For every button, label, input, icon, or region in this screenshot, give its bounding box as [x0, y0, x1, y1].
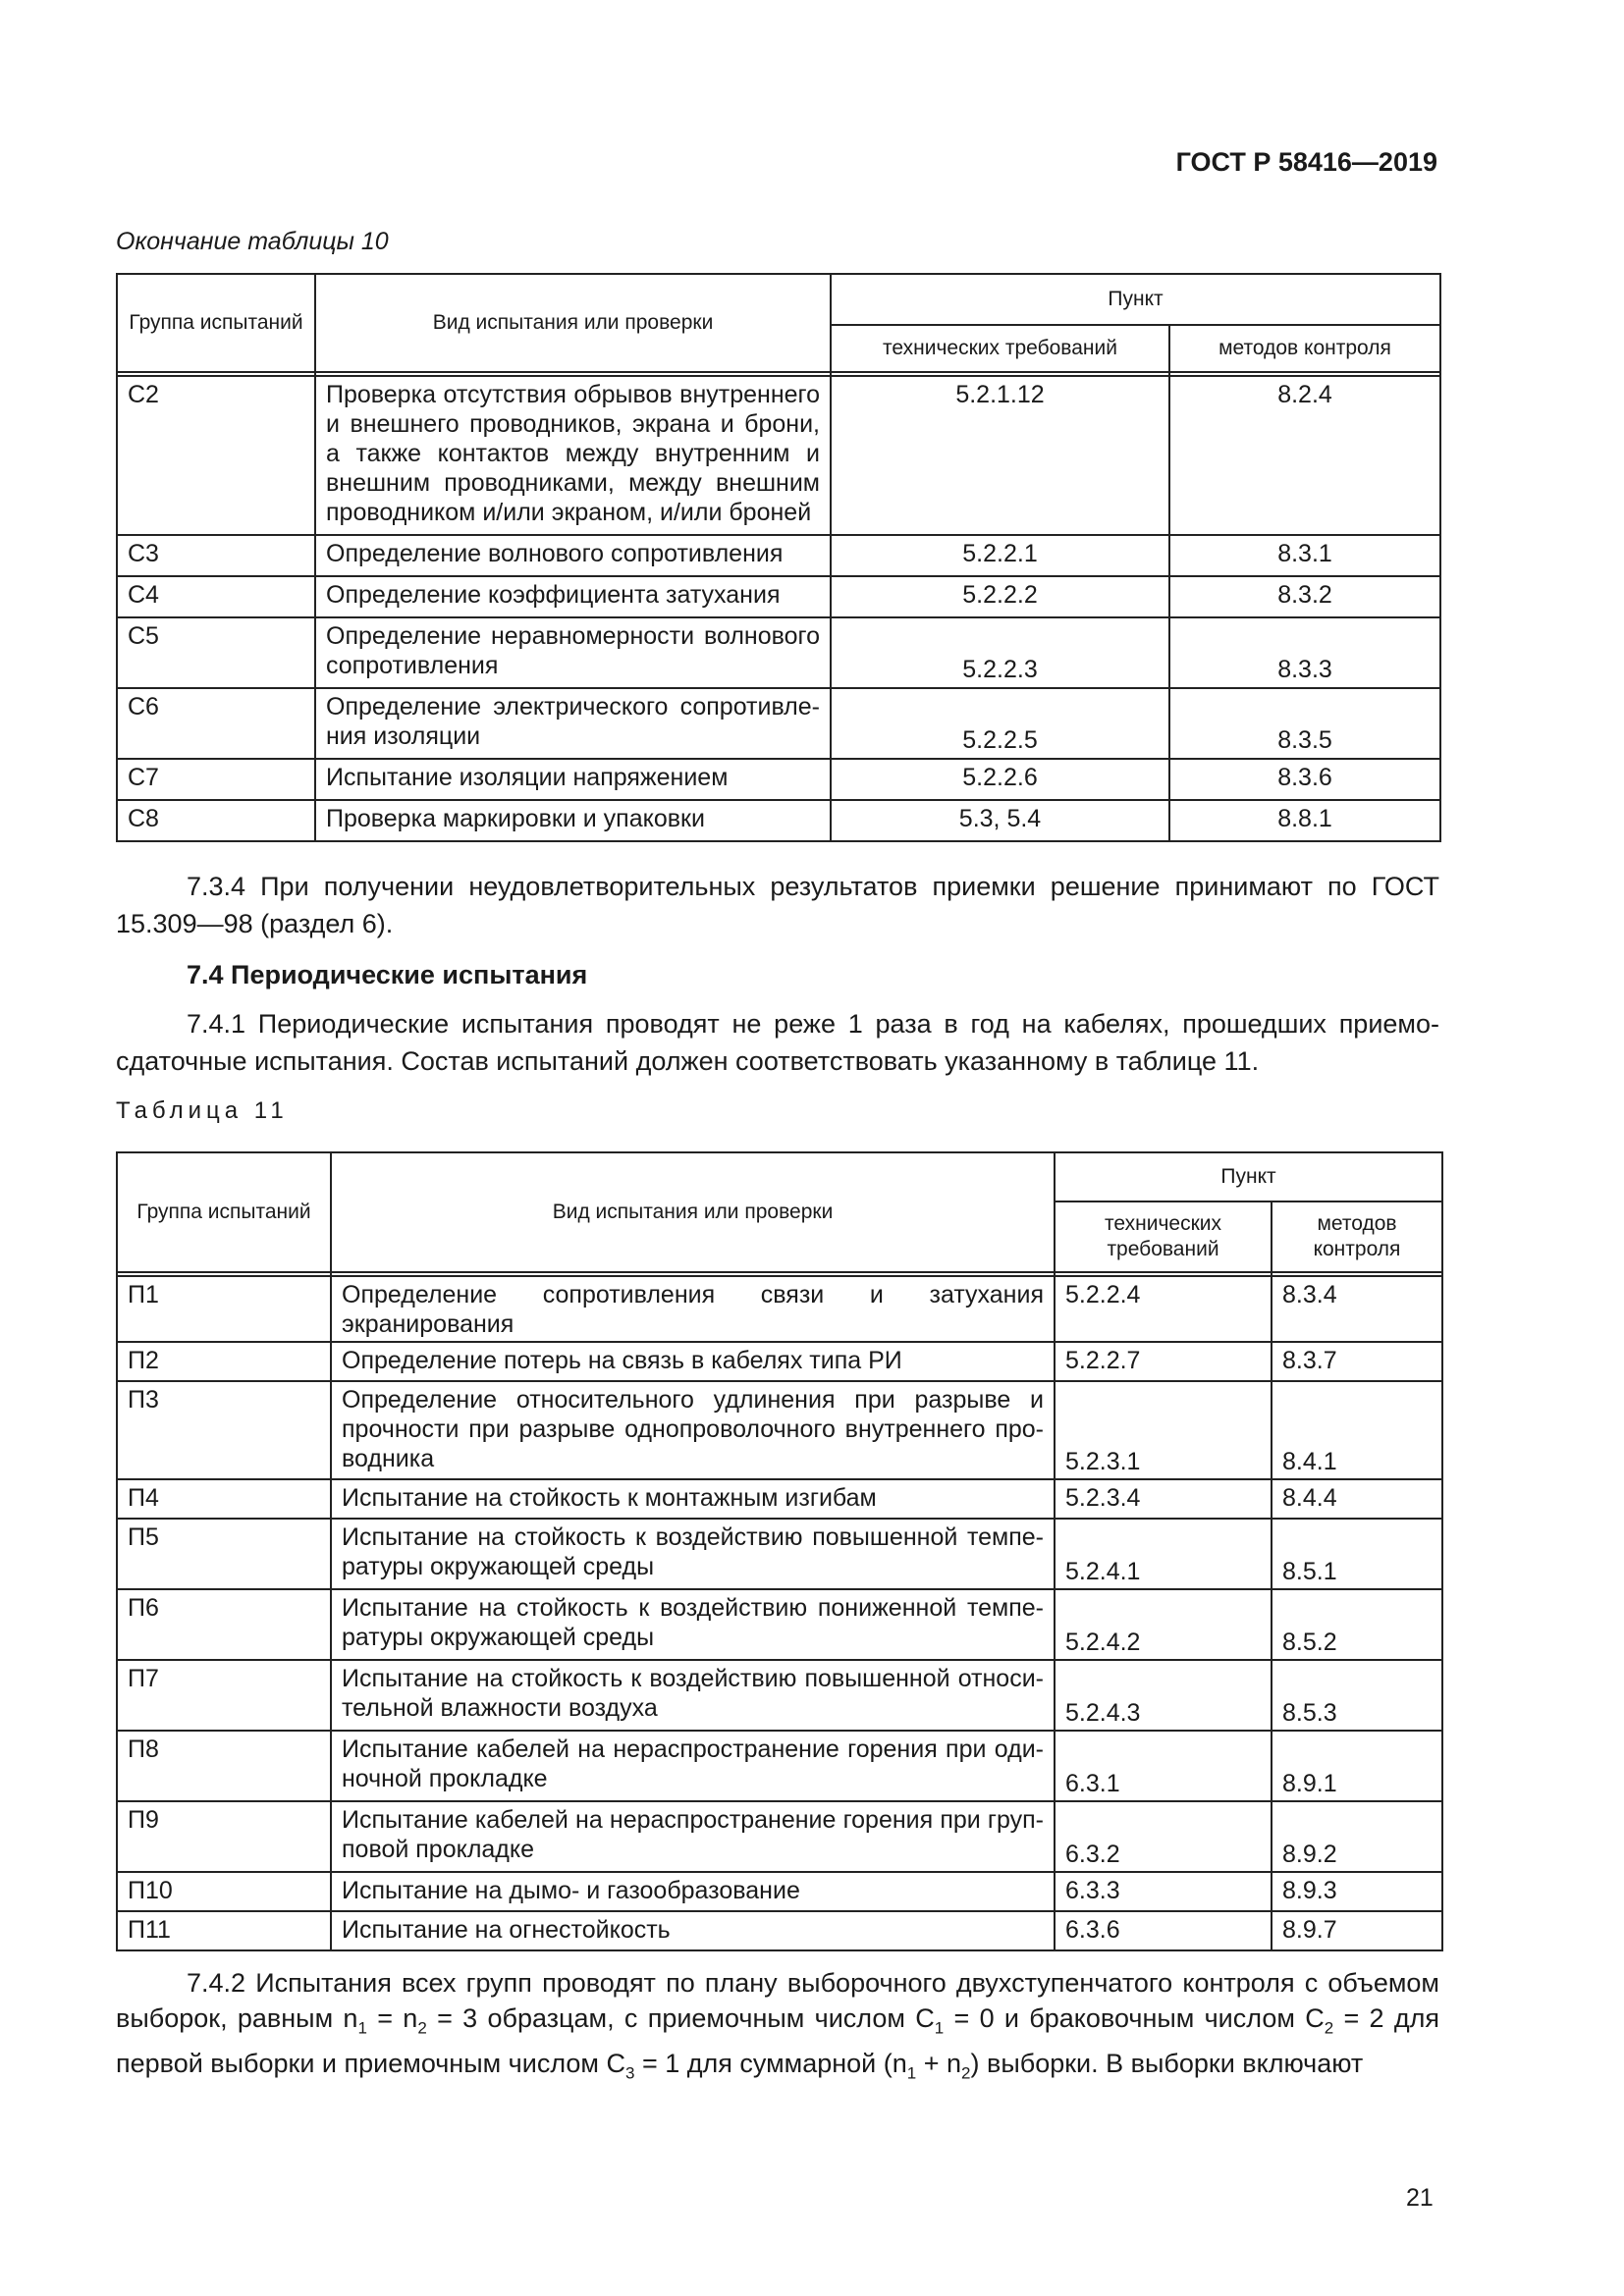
t11-group: П5	[117, 1519, 331, 1589]
table-row	[117, 1589, 1442, 1660]
t10-header-punkt: Пункт	[831, 274, 1440, 325]
t11-header-methods: методов контроля	[1272, 1201, 1442, 1272]
t11-test: Испытание на стойкость к воздействию повышенной относи-тельной влажности воздуха	[331, 1660, 1055, 1731]
t10-methods: 8.3.1	[1169, 535, 1440, 576]
t10-header-tech: технических требований	[831, 325, 1169, 372]
t10-test: Проверка маркировки и упаковки	[315, 800, 831, 841]
table-row	[117, 800, 1440, 841]
t11-header-punkt: Пункт	[1055, 1152, 1442, 1201]
t11-test: Испытание на стойкость к воздействию повышенной темпе-ратуры окружающей среды	[331, 1519, 1055, 1589]
t11-methods: 8.5.3	[1272, 1660, 1442, 1731]
t11-methods: 8.9.2	[1272, 1801, 1442, 1872]
t10-header-group: Группа испытаний	[117, 274, 315, 372]
table-row	[117, 617, 1440, 688]
t11-group: П2	[117, 1342, 331, 1381]
t11-methods: 8.3.7	[1272, 1342, 1442, 1381]
t10-header-test: Вид испытания или проверки	[315, 274, 831, 372]
table-row	[117, 688, 1440, 759]
t11-tech: 6.3.1	[1055, 1731, 1272, 1801]
section-heading-7-4: 7.4 Периодические испытания	[187, 960, 588, 989]
t11-methods: 8.9.1	[1272, 1731, 1442, 1801]
t11-header-tech: технических требований	[1055, 1201, 1272, 1272]
table-10	[116, 273, 1441, 842]
t11-tech: 5.2.4.1	[1055, 1519, 1272, 1589]
t11-group: П3	[117, 1381, 331, 1479]
t11-group: П6	[117, 1589, 331, 1660]
table11-caption: Таблица 11	[116, 1097, 289, 1124]
table-row	[117, 1519, 1442, 1589]
t10-test: Проверка отсутствия обрывов внутреннего и внешнего проводников, экрана и брони, а также контактов между внутренним и внешним проводниками, между внешним проводником и/или экраном, и/или броней	[315, 376, 831, 535]
t11-test: Определение потерь на связь в кабелях типа РИ	[331, 1342, 1055, 1381]
t10-test: Определение коэффициента затухания	[315, 576, 831, 617]
t11-group: П7	[117, 1660, 331, 1731]
t11-methods: 8.5.1	[1272, 1519, 1442, 1589]
t10-group: С4	[117, 576, 315, 617]
t10-group: С8	[117, 800, 315, 841]
t10-methods: 8.2.4	[1169, 376, 1440, 535]
t10-group: С7	[117, 759, 315, 800]
table-row	[117, 759, 1440, 800]
t10-methods: 8.3.3	[1169, 617, 1440, 688]
t11-methods: 8.9.7	[1272, 1911, 1442, 1950]
page-number: 21	[1406, 2184, 1434, 2212]
t10-tech: 5.2.2.3	[831, 617, 1169, 688]
table-row	[117, 1801, 1442, 1872]
t10-tech: 5.2.2.5	[831, 688, 1169, 759]
t11-test: Испытание кабелей на нераспространение горения при оди-ночной прокладке	[331, 1731, 1055, 1801]
t11-tech: 5.2.3.4	[1055, 1479, 1272, 1519]
table-row	[117, 576, 1440, 617]
t11-test: Испытание на дымо- и газообразование	[331, 1872, 1055, 1911]
t11-tech: 5.2.2.4	[1055, 1276, 1272, 1342]
t11-methods: 8.4.4	[1272, 1479, 1442, 1519]
t10-tech: 5.3, 5.4	[831, 800, 1169, 841]
t11-tech: 6.3.3	[1055, 1872, 1272, 1911]
table-row	[117, 1872, 1442, 1911]
t11-group: П11	[117, 1911, 331, 1950]
t10-tech: 5.2.1.12	[831, 376, 1169, 535]
table-row	[117, 376, 1440, 535]
t11-header-test: Вид испытания или проверки	[331, 1152, 1055, 1272]
table-row	[117, 1731, 1442, 1801]
t11-group: П8	[117, 1731, 331, 1801]
t11-tech: 5.2.4.3	[1055, 1660, 1272, 1731]
t11-methods: 8.4.1	[1272, 1381, 1442, 1479]
t11-methods: 8.3.4	[1272, 1276, 1442, 1342]
t10-methods: 8.3.5	[1169, 688, 1440, 759]
table-row	[117, 1479, 1442, 1519]
t11-group: П10	[117, 1872, 331, 1911]
t11-tech: 6.3.6	[1055, 1911, 1272, 1950]
t10-group: С6	[117, 688, 315, 759]
t10-test: Испытание изоляции напряжением	[315, 759, 831, 800]
t11-header-group: Группа испытаний	[117, 1152, 331, 1272]
t11-tech: 5.2.2.7	[1055, 1342, 1272, 1381]
t10-test: Определение неравномерности волнового сопротивления	[315, 617, 831, 688]
table-11	[116, 1151, 1443, 1951]
t10-methods: 8.3.2	[1169, 576, 1440, 617]
t10-header-methods: методов контроля	[1169, 325, 1440, 372]
t10-test: Определение электрического сопротивле-ния изоляции	[315, 688, 831, 759]
t10-group: С5	[117, 617, 315, 688]
t10-methods: 8.3.6	[1169, 759, 1440, 800]
t11-group: П9	[117, 1801, 331, 1872]
t11-tech: 5.2.4.2	[1055, 1589, 1272, 1660]
t11-test: Испытание кабелей на нераспространение горения при груп-повой прокладке	[331, 1801, 1055, 1872]
t11-tech: 6.3.2	[1055, 1801, 1272, 1872]
t11-tech: 5.2.3.1	[1055, 1381, 1272, 1479]
table-row	[117, 1660, 1442, 1731]
t10-test: Определение волнового сопротивления	[315, 535, 831, 576]
t11-test: Определение относительного удлинения при разрыве и прочности при разрыве однопроволочного внутреннего про-водника	[331, 1381, 1055, 1479]
t10-tech: 5.2.2.6	[831, 759, 1169, 800]
t11-group: П1	[117, 1276, 331, 1342]
t10-tech: 5.2.2.2	[831, 576, 1169, 617]
t11-test: Испытание на стойкость к воздействию пониженной темпе-ратуры окружающей среды	[331, 1589, 1055, 1660]
t10-group: С3	[117, 535, 315, 576]
paragraph-7-4-2: 7.4.2 Испытания всех групп проводят по плану выборочного двухступенчатого контроля с объемом выборок, равным $n_1 = n_2 = 3$ образцам, с приемочным числом $C_1 = 0$ и браковочным числом $C_2 = 2$ для первой выборки и приемочным числом $C_3 = 1$ для суммарной $(n_1 + n_2)$ выборки. В выборки включают	[116, 1968, 1439, 2083]
table10-caption: Окончание таблицы 10	[116, 228, 389, 255]
table-row	[117, 1381, 1442, 1479]
t11-test: Испытание на стойкость к монтажным изгибам	[331, 1479, 1055, 1519]
t10-group: С2	[117, 376, 315, 535]
paragraph-7-4-1: 7.4.1 Периодические испытания проводят не реже 1 раза в год на кабелях, прошедших приемо-сдаточные испытания. Состав испытаний должен соответствовать указанному в таблице 11.	[116, 1009, 1439, 1076]
table-row	[117, 1342, 1442, 1381]
table-row	[117, 1276, 1442, 1342]
t10-tech: 5.2.2.1	[831, 535, 1169, 576]
t11-test: Испытание на огнестойкость	[331, 1911, 1055, 1950]
paragraph-7-3-4: 7.3.4 При получении неудовлетворительных результатов приемки решение принимают по ГОСТ 15.309—98 (раздел 6).	[116, 872, 1439, 938]
table-row	[117, 535, 1440, 576]
t10-methods: 8.8.1	[1169, 800, 1440, 841]
t11-methods: 8.5.2	[1272, 1589, 1442, 1660]
t11-group: П4	[117, 1479, 331, 1519]
table-row	[117, 1911, 1442, 1950]
t11-methods: 8.9.3	[1272, 1872, 1442, 1911]
t11-test: Определение сопротивления связи и затухания экранирования	[331, 1276, 1055, 1342]
document-header: ГОСТ Р 58416—2019	[1175, 147, 1437, 177]
